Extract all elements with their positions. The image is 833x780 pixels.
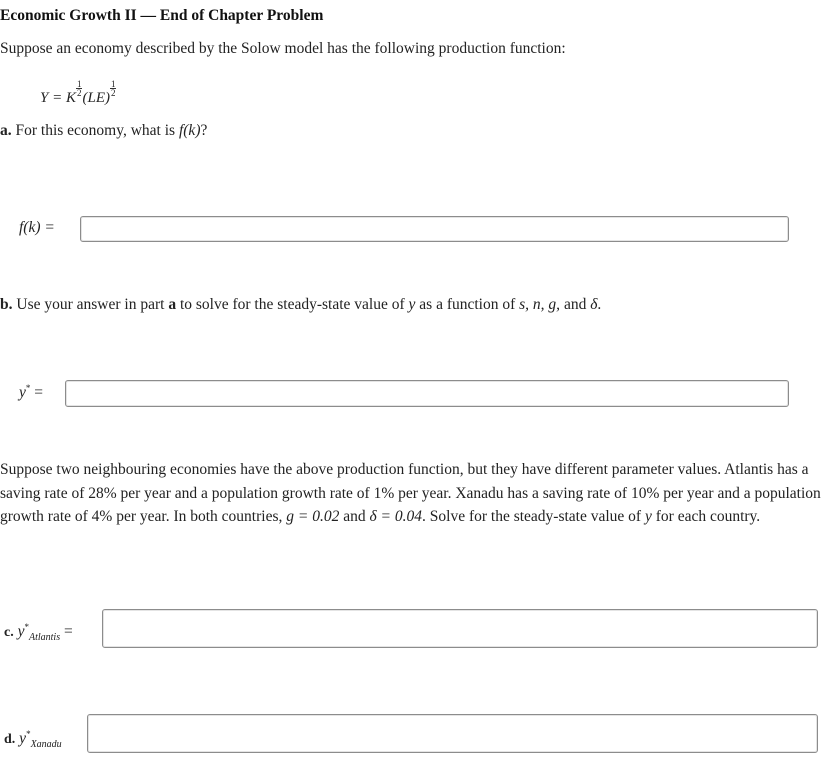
part-a-label: f(k) =	[19, 219, 55, 236]
steady-state-y-input[interactable]	[65, 380, 789, 407]
exponent-k: $\frac{1}{2}$	[76, 79, 82, 98]
page-title: Economic Growth II — End of Chapter Problem	[0, 7, 324, 24]
fk-symbol: f(k)	[178, 122, 201, 139]
scenario-paragraph: Suppose two neighbouring economies have the above production function, but they have different parameter values. Atlantis has a saving rate of 28% per year and a population growth rate of 1% per year. Xanadu has a saving rate of 10% per year and a population growth rate of 4% per year. In both countries, g = 0.02 and δ = 0.04. Solve for the steady-state value of y for each country.	[0, 461, 821, 525]
part-b-question: b. Use your answer in part a to solve for the steady-state value of y as a function of s, n, g, and δ.	[0, 296, 602, 313]
part-c-label: c. $y^*_{Atlantis}$ =	[4, 622, 73, 643]
part-b-label: y* =	[19, 383, 44, 401]
exponent-le: $\frac{1}{2}$	[110, 79, 116, 98]
production-function	[40, 80, 116, 107]
part-a-letter: a.	[0, 122, 12, 139]
atlantis-answer-input[interactable]	[102, 609, 818, 648]
intro-text: Suppose an economy described by the Solow model has the following production function:	[0, 40, 566, 57]
equation-lhs: Y = K	[40, 90, 76, 106]
xanadu-answer-input[interactable]	[87, 714, 818, 753]
part-b-letter: b.	[0, 296, 13, 313]
fk-answer-input[interactable]	[80, 216, 789, 242]
part-d-label: d. $y^*_{Xanadu}$	[4, 729, 62, 750]
equation-rest: (LE)	[82, 90, 110, 106]
part-a-question: a. For this economy, what is f(k)?	[0, 122, 208, 139]
